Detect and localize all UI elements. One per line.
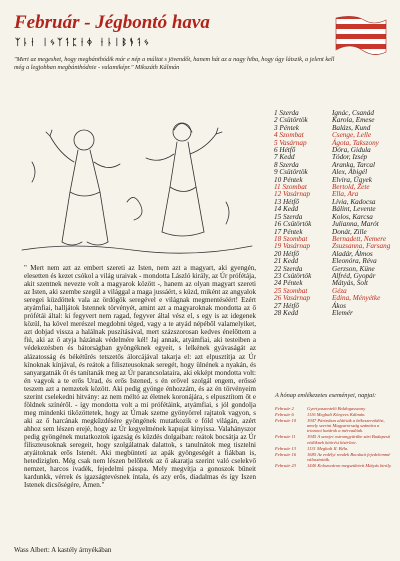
calendar-day: 7 Kedd	[274, 153, 295, 162]
event-item	[275, 446, 393, 451]
event-text: 1947 Párizsban aláírták a békeszerződést, amely szerint Magyarország számára a trianoni határok a mérvadóak.	[307, 418, 385, 434]
calendar-day: 13 Hétfő	[274, 197, 299, 206]
event-item	[275, 434, 393, 444]
event-text: 1116 Meghalt Könyves Kálmán.	[307, 412, 366, 418]
calendar-nameday: Balázs, Kund	[332, 123, 371, 132]
calendar-day: 27 Hétfő	[274, 301, 299, 310]
event-date: Február 13	[275, 445, 297, 451]
event-text: 1131 Meghalt II. Béla.	[307, 445, 349, 451]
calendar-nameday: Aladár, Álmos	[332, 249, 373, 258]
calendar-nameday: Ignác, Csanád	[332, 109, 374, 117]
calendar-day: 23 Csütörtök	[274, 271, 312, 280]
calendar-day: 16 Csütörtök	[274, 220, 312, 229]
calendar-day: 11 Szombat	[274, 183, 307, 192]
event-date: Február 6	[275, 412, 294, 418]
calendar-nameday: Lívia, Kadocsa	[332, 197, 376, 206]
calendar-day: 26 Vasárnap	[274, 294, 311, 303]
main-text: " Mert nem azt az embert szereti az Isten, nem azt a magyart, aki gyengén, elesetten és kezet csókol a világ uraivak - mondotta László király, az Úr prófétája, akit szentnek nevezte volt a magyarok között -, hanem az olyan magyart szereti az Isten, aki szembe szegül a világgal a maga jussáért, s küzd, miként az angyalok seregei küzdöttek vala az ördögök seregével e világnak megmentéséért! Ezért atyámfiai, halljátok Istennek törvényét, amint azt a magyaroknak mondotta az ő prófétái által: ki fegyvert nem ragad, fegyver által vész el, s egy is az idegenek közül, ha kövel merészel megdobni téged, vagy a te atyád népéből valamelyiket, azt dobjad vissza a halálnak puszításával, mert százszorosan kedves énelőttem a fiú, aki az ő atyja házának védelmére kél! Jaj annak, atyámfiai, aki testeiben a védekezésben és bátorságban gyöngéknek egyeit, s lelkének gyávaságát az alázatosság és békétűrés tetszetős álorcájával takarja el: azt elpusztítja az Úr kínoknak kínjával, és reátok a filiszteusoknak seregét, hogy ülnének a nyakán, és sanyargatnák őt és tanítanák meg az Úr parancsolataira, aki ekképt mondotta volt: én vagyok a te erős Urad, és erős Istened, s én erővel szolgál engem, erőssé teszem azt a nemzetek között. Aki pedig gyönge énhozzám, és az én törvényeim szerint cselekedni hitvány: az nem méltó az életnek koronájára, s elpusztítom őt e földnek színéről. - így mondotta volt a mi prófétáink, atyámfiai, s jól gondolja meg mindenki tiközöttetek, hogy az Úrnak szeme gyönyörrel rajtatok vagyon, s aki az ő harcának megkűzdésére gyöngének mutatkozik e föld világán, azért ahhoz sem lészen erejé, hogy az Úr kegyelmének kapujat kinyissa. Valahányszor pedig gyöngének mutatkoztok igazság és küzdés dolgaiban: reátok bocsátja az Úr filiszteusoknak seregeit, hogy szolgálatnak dalattok, s tanulnátok meg tisztelni atyáitoknak erős Istenét. Aki megbüntetí az apák gyöngeségét a fiákban is, hetedíziglen. Még csak nem lészen belőletek az ő akaratja szerint való cselekvő nemzet, harcos ivadék, fejedelmi pásspa. Mely megvítja a gonoszok bűneit kardunkk, vérrek és igazságtevésnek íntala, és azy erős, diadalmas és így Iszen Istenek dicsőségére, Ámen."	[24, 264, 256, 490]
line-drawing-illustration	[12, 92, 262, 262]
calendar-day: 17 Péntek	[274, 227, 303, 236]
calendar-nameday: Donát, Zille	[332, 227, 367, 236]
runic-subtitle: ᛉᚿᛂ ᛁᛃᛉᛑᛈᚽᛄ ᚽᚿᛁᛒᚬᛑᛃ	[15, 38, 152, 48]
calendar-nameday: Géza	[332, 286, 347, 295]
calendar-day: 1 Szerda	[274, 109, 299, 117]
event-text: Gyertyaszentelő Boldogasszony	[307, 406, 366, 411]
calendar-nameday: Zsuzsanna, Farsang	[332, 242, 391, 251]
calendar-nameday: Elvira, Ügyek	[332, 175, 372, 184]
calendar-nameday: Alex, Ábigél	[332, 168, 368, 177]
calendar-nameday: Dóra, Gidula	[332, 146, 371, 155]
calendar-day: 14 Kedd	[274, 205, 299, 214]
event-item	[275, 406, 393, 411]
calendar-nameday: Kolos, Karcsa	[332, 212, 373, 221]
calendar-nameday: Julianna, Marót	[332, 220, 379, 229]
event-date: Február 11	[275, 434, 296, 440]
calendar-day: 2 Csütörtök	[274, 116, 308, 125]
calendar-nameday: Bertold, Zete	[332, 183, 370, 192]
calendar-row	[274, 310, 394, 317]
event-text: 1945 A szovjet ostromgyűrűbe zárt Budapesti védőknek kitörési kísérlete.	[307, 434, 391, 445]
calendar-day: 5 Vasárnap	[274, 138, 307, 147]
calendar-nameday: Alfréd, Gyopár	[332, 271, 376, 280]
calendar-day: 9 Csütörtök	[274, 168, 308, 177]
calendar-day: 20 Hétfő	[274, 249, 299, 258]
author-credit: Wass Albert: A kastély árnyékában	[14, 546, 112, 554]
event-item	[275, 412, 393, 417]
event-date: Február 10	[275, 418, 297, 424]
event-date: Február 16	[275, 451, 297, 457]
calendar-day: 25 Szombat	[274, 286, 308, 295]
calendar-nameday: Aranka, Tarcal	[332, 160, 375, 169]
calendar-nameday: Edina, Ményétke	[332, 294, 381, 303]
event-item	[275, 463, 393, 468]
calendar-nameday: Csenge, Lelle	[332, 131, 372, 140]
calendar-day: 28 Kedd	[274, 308, 299, 317]
page-title: Február - Jégbontó hava	[14, 12, 210, 33]
calendar-nameday: Elemér	[332, 308, 353, 317]
calendar-day: 22 Szerda	[274, 264, 303, 273]
calendar-nameday: Bernadett, Nemere	[332, 234, 387, 243]
calendar-day: 18 Szombat	[274, 234, 308, 243]
mikszath-quote: "Mert az megeshet, hogy megbánthódik már e nép a múltat s jövendőt, hanem hát az a nagy hiba, hogy úgy látszik, a jelent kell még a legjobban megbánthódnie - valamiképr." Mikszáth Kálmán	[14, 56, 335, 72]
calendar-day: 24 Péntek	[274, 279, 303, 288]
event-date: Február 23	[275, 462, 297, 468]
event-item	[275, 418, 393, 433]
calendar-day: 3 Péntek	[274, 123, 299, 132]
calendar-day: 19 Vasárnap	[274, 242, 311, 251]
calendar-nameday: Eleonóra, Réva	[332, 257, 377, 266]
event-date: Február 2	[275, 406, 294, 411]
event-text: 1685 Az erdélyi rendek Bocskait fejedelemmé választották.	[307, 451, 391, 462]
calendar-nameday: Karola, Emese	[332, 116, 375, 125]
arpad-stripes-flag-icon	[334, 14, 388, 56]
calendar-day: 12 Vasárnap	[274, 190, 311, 199]
calendar-nameday: Tódor, Izsép	[332, 153, 368, 162]
events-title: A hónap emlékezetes eseményei, napjai:	[275, 392, 377, 399]
calendar-nameday: Bálint, Levente	[332, 205, 376, 214]
calendar-nameday: Ágota, Takszony	[332, 138, 379, 147]
calendar-nameday: Ella, Ara	[332, 190, 359, 199]
calendar-nameday: Gerzson, Küne	[332, 264, 375, 273]
calendar-day: 6 Hétfő	[274, 146, 296, 155]
event-item	[275, 452, 393, 462]
calendar-nameday: Mátyás, Solt	[332, 279, 368, 288]
calendar-day: 4 Szombat	[274, 131, 304, 140]
calendar-list	[274, 110, 394, 317]
calendar-day: 21 Kedd	[274, 257, 299, 266]
calendar-day: 10 Péntek	[274, 175, 303, 184]
calendar-nameday: Ákos	[332, 301, 346, 310]
calendar-day: 15 Szerda	[274, 212, 303, 221]
events-list	[275, 406, 393, 469]
calendar-day: 8 Szerda	[274, 160, 299, 169]
event-text: 1440 Kolozsváron megszületett Mátyás király.	[307, 462, 392, 468]
